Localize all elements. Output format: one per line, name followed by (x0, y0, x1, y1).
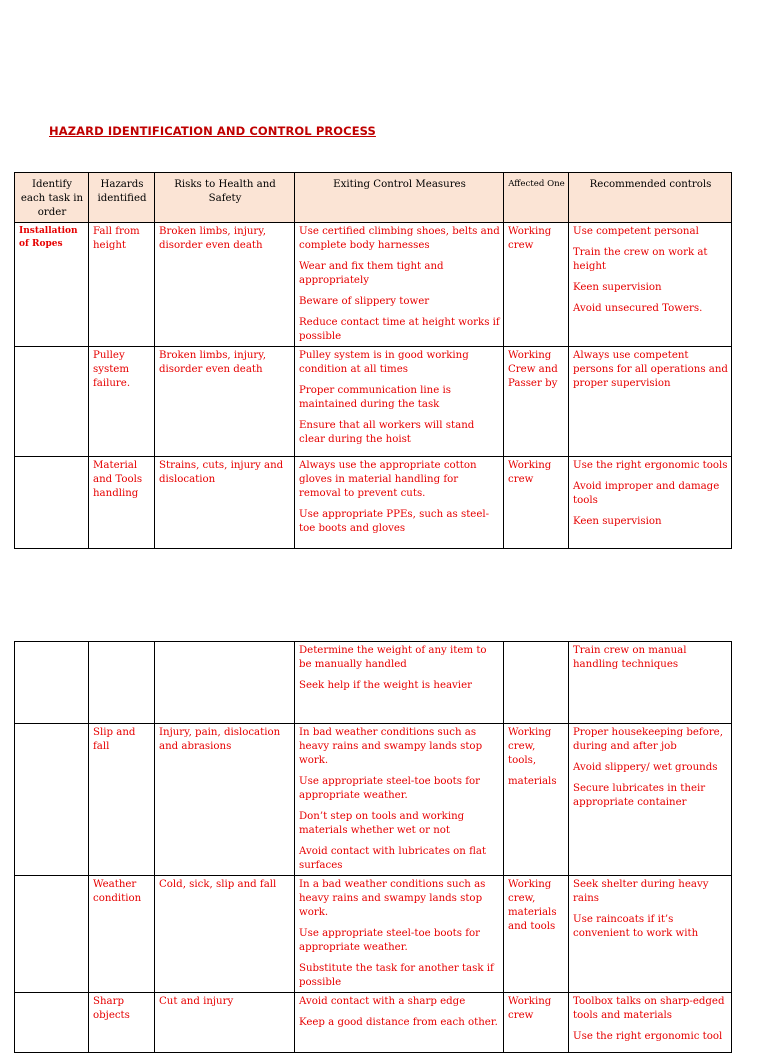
hazard-table-part-2 (14, 641, 732, 1053)
recommended-controls-cell-item: Secure lubricates in their appropriate container (573, 783, 706, 808)
recommended-controls-cell (569, 223, 732, 347)
control-measures-cell (295, 223, 504, 347)
table-row (15, 457, 732, 549)
header-recommended-controls: Recommended controls (569, 173, 732, 223)
control-measures-cell (295, 347, 504, 457)
risk-cell: Broken limbs, injury, disorder even death (155, 223, 295, 347)
control-measures-cell-item: Pulley system is in good working condition at all times (299, 350, 469, 375)
affected-cell-item: Working crew (508, 226, 552, 251)
table-row (15, 347, 732, 457)
hazard-cell: Material and Tools handling (89, 457, 155, 549)
recommended-controls-cell-item: Avoid unsecured Towers. (573, 303, 703, 314)
control-measures-cell-item: Avoid contact with a sharp edge (299, 996, 466, 1007)
recommended-controls-cell-item: Train crew on manual handling techniques (573, 645, 687, 670)
recommended-controls-cell-item: Use the right ergonomic tool (573, 1031, 723, 1042)
risk-cell: Injury, pain, dislocation and abrasions (155, 724, 295, 876)
recommended-controls-cell-item: Keen supervision (573, 516, 662, 527)
recommended-controls-cell (569, 347, 732, 457)
recommended-controls-cell (569, 642, 732, 724)
hazard-cell: Fall from height (89, 223, 155, 347)
affected-cell-item: Working crew (508, 460, 552, 485)
risk-cell: Cold, sick, slip and fall (155, 876, 295, 993)
table-row (15, 876, 732, 993)
control-measures-cell-item: Beware of slippery tower (299, 296, 430, 307)
recommended-controls-cell-item: Toolbox talks on sharp-edged tools and materials (573, 996, 725, 1021)
table-header-row (15, 173, 732, 223)
control-measures-cell-item: Avoid contact with lubricates on flat surfaces (299, 846, 487, 871)
risk-cell (155, 642, 295, 724)
control-measures-cell-item: Wear and fix them tight and appropriately (299, 261, 444, 286)
table-row (15, 223, 732, 347)
control-measures-cell-item: Substitute the task for another task if possible (299, 963, 494, 988)
table-row (15, 724, 732, 876)
task-cell (15, 347, 89, 457)
affected-cell-item: Working crew, materials and tools (508, 879, 557, 932)
affected-cell (504, 993, 569, 1053)
affected-cell-item: Working crew, tools, (508, 727, 552, 766)
task-cell (15, 457, 89, 549)
control-measures-cell-item: Use appropriate steel-toe boots for appropriate weather. (299, 776, 480, 801)
hazard-cell: Sharp objects (89, 993, 155, 1053)
header-task: Identify each task in order (15, 173, 89, 223)
hazard-table-part-1 (14, 172, 732, 549)
control-measures-cell-item: Reduce contact time at height works if possible (299, 317, 500, 342)
task-cell: Installation of Ropes (15, 223, 89, 347)
recommended-controls-cell-item: Avoid improper and damage tools (573, 481, 720, 506)
control-measures-cell-item: Use certified climbing shoes, belts and complete body harnesses (299, 226, 500, 251)
control-measures-cell (295, 457, 504, 549)
control-measures-cell-item: Use appropriate PPEs, such as steel-toe boots and gloves (299, 509, 490, 534)
affected-cell-item: materials (508, 776, 557, 787)
recommended-controls-cell-item: Use competent personal (573, 226, 699, 237)
affected-cell (504, 347, 569, 457)
control-measures-cell-item: Seek help if the weight is heavier (299, 680, 472, 691)
control-measures-cell (295, 724, 504, 876)
task-cell (15, 724, 89, 876)
risk-cell: Cut and injury (155, 993, 295, 1053)
task-cell (15, 642, 89, 724)
recommended-controls-cell-item: Seek shelter during heavy rains (573, 879, 709, 904)
control-measures-cell-item: Don’t step on tools and working materials whether wet or not (299, 811, 465, 836)
affected-cell (504, 724, 569, 876)
control-measures-cell-item: In bad weather conditions such as heavy rains and swampy lands stop work. (299, 727, 483, 766)
recommended-controls-cell-item: Proper housekeeping before, during and after job (573, 727, 723, 752)
recommended-controls-cell (569, 876, 732, 993)
header-hazards: Hazards identified (89, 173, 155, 223)
document-title: HAZARD IDENTIFICATION AND CONTROL PROCESS (49, 124, 376, 138)
control-measures-cell-item: In a bad weather conditions such as heavy rains and swampy lands stop work. (299, 879, 486, 918)
risk-cell: Strains, cuts, injury and dislocation (155, 457, 295, 549)
table-row (15, 642, 732, 724)
recommended-controls-cell-item: Always use competent persons for all operations and proper supervision (573, 350, 728, 389)
affected-cell (504, 642, 569, 724)
affected-cell (504, 457, 569, 549)
recommended-controls-cell-item: Avoid slippery/ wet grounds (573, 762, 718, 773)
table-row (15, 993, 732, 1053)
control-measures-cell-item: Keep a good distance from each other. (299, 1017, 498, 1028)
task-cell (15, 993, 89, 1053)
affected-cell (504, 223, 569, 347)
affected-cell-item: Working crew (508, 996, 552, 1021)
risk-cell: Broken limbs, injury, disorder even death (155, 347, 295, 457)
hazard-cell (89, 642, 155, 724)
recommended-controls-cell-item: Use raincoats if it’s convenient to work with (573, 914, 699, 939)
control-measures-cell-item: Determine the weight of any item to be manually handled (299, 645, 487, 670)
header-risks: Risks to Health and Safety (155, 173, 295, 223)
hazard-cell: Slip and fall (89, 724, 155, 876)
header-affected: Affected One (504, 173, 569, 223)
control-measures-cell-item: Use appropriate steel-toe boots for appropriate weather. (299, 928, 480, 953)
control-measures-cell-item: Ensure that all workers will stand clear during the hoist (299, 420, 475, 445)
hazard-cell: Pulley system failure. (89, 347, 155, 457)
hazard-cell: Weather condition (89, 876, 155, 993)
task-cell (15, 876, 89, 993)
recommended-controls-cell (569, 724, 732, 876)
affected-cell-item: Working Crew and Passer by (508, 350, 558, 389)
recommended-controls-cell (569, 993, 732, 1053)
recommended-controls-cell-item: Train the crew on work at height (573, 247, 708, 272)
recommended-controls-cell-item: Keen supervision (573, 282, 662, 293)
control-measures-cell-item: Proper communication line is maintained during the task (299, 385, 451, 410)
recommended-controls-cell (569, 457, 732, 549)
control-measures-cell (295, 642, 504, 724)
control-measures-cell (295, 993, 504, 1053)
control-measures-cell (295, 876, 504, 993)
header-existing-controls: Exiting Control Measures (295, 173, 504, 223)
affected-cell (504, 876, 569, 993)
recommended-controls-cell-item: Use the right ergonomic tools (573, 460, 728, 471)
control-measures-cell-item: Always use the appropriate cotton gloves in material handling for removal to prevent cuts. (299, 460, 477, 499)
